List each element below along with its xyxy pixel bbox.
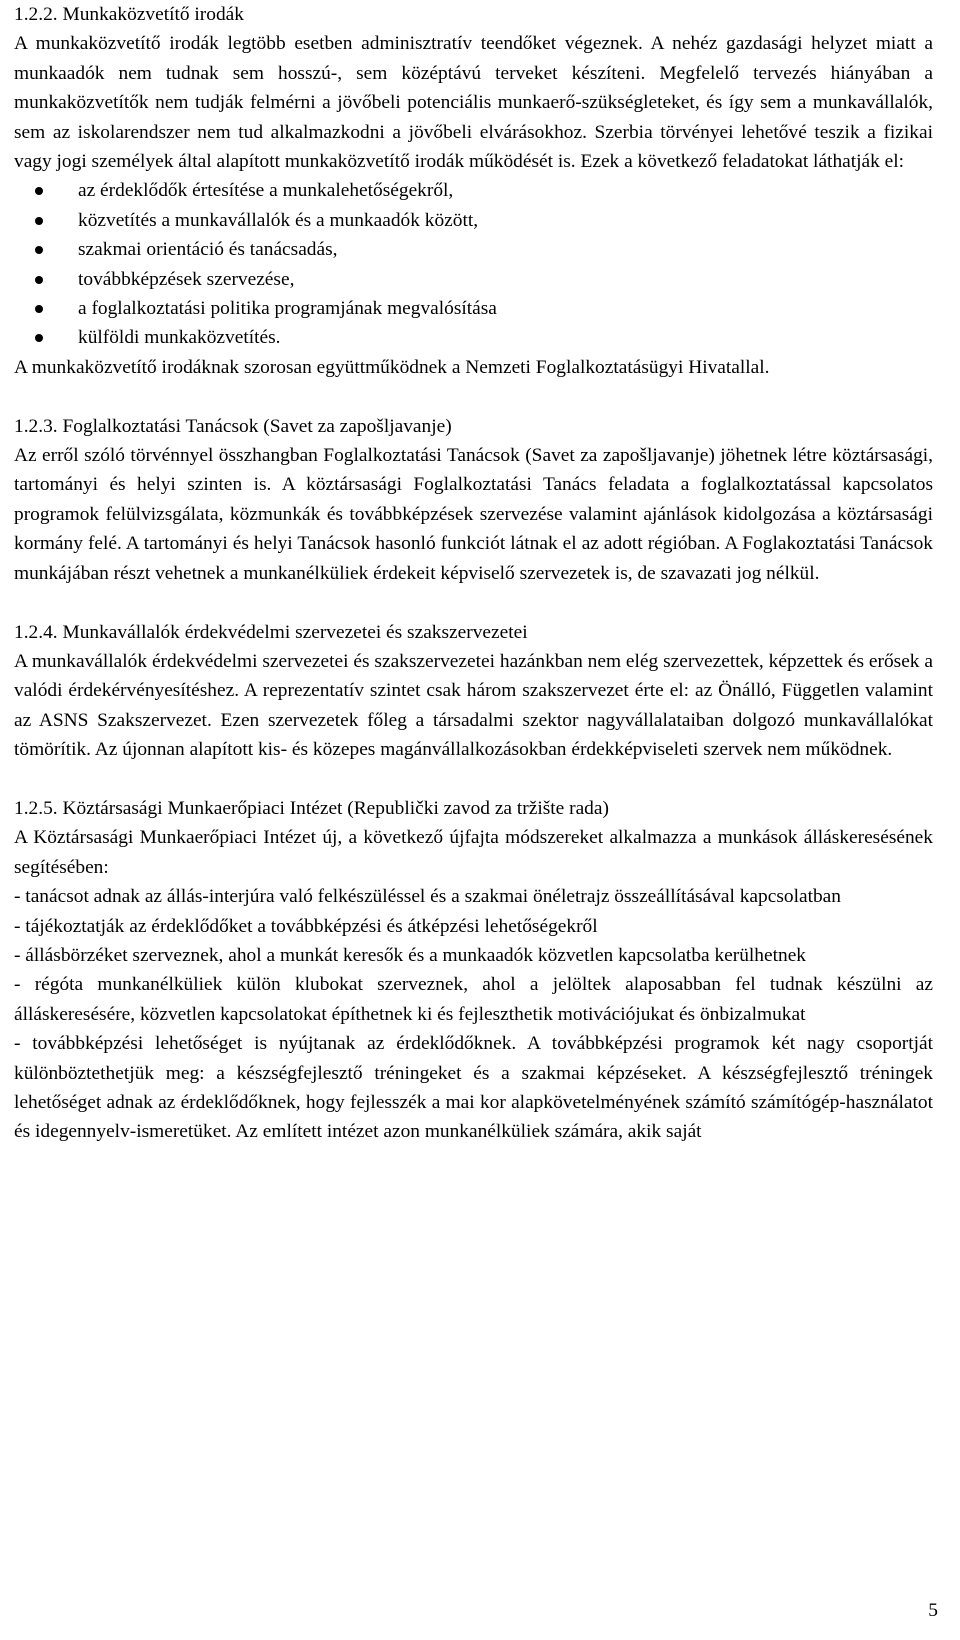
bullet-item: közvetítés a munkavállalók és a munkaadók között, <box>14 206 933 235</box>
section-123-paragraph: Az erről szóló törvénnyel összhangban Foglalkoztatási Tanácsok (Savet za zapošljavanje) jöhetnek létre köztársasági, tartományi és helyi szinten is. A köztársasági Foglalkoztatási Tanács feladata a foglalkoztatással kapcsolatos programok felülvizsgálata, közmunkák és továbbképzések szervezése valamint ajánlások kidolgozása a köztársasági kormány felé. A tartományi és helyi Tanácsok hasonló funkciót látnak el az adott régióban. A Foglakoztatási Tanácsok munkájában részt vehetnek a munkanélküliek érdekeit képviselő szervezetek is, de szavazati jog nélkül. <box>14 445 933 584</box>
page-number: 5 <box>928 1600 938 1621</box>
section-122-heading: 1.2.2. Munkaközvetítő irodák <box>14 4 244 25</box>
section-122-closing: A munkaközvetítő irodáknak szorosan együttműködnek a Nemzeti Foglalkoztatásügyi Hivatallal. <box>14 356 770 378</box>
spacer <box>14 765 933 794</box>
document-page <box>14 0 933 1147</box>
section-123-heading: 1.2.3. Foglalkoztatási Tanácsok (Savet za zapošljavanje) <box>14 415 452 437</box>
bullet-item: szakmai orientáció és tanácsadás, <box>14 235 933 264</box>
section-124-paragraph: A munkavállalók érdekvédelmi szervezetei és szakszervezetei hazánkban nem elég szervezettek, képzettek és erősek a valódi érdekérvényesítéshez. A reprezentatív szintet csak három szakszervezet érte el: az Önálló, Független valamint az ASNS Szakszervezet. Ezen szervezetek főleg a társadalmi szektor nagyvállalataiban dolgozó munkavállalókat tömörítik. Az újonnan alapított kis- és közepes magánvállalkozásokban érdekképviseleti szervek nem működnek. <box>14 650 933 761</box>
bullet-item: az érdeklődők értesítése a munkalehetőségekről, <box>14 176 933 205</box>
section-122-paragraph: A munkaközvetítő irodák legtöbb esetben adminisztratív teendőket végeznek. A nehéz gazdasági helyzet miatt a munkaadók nem tudnak sem hosszú-, sem középtávú terveket készíteni. Megfelelő tervezés hiányában a munkaközvetítők nem tudják felmérni a jövőbeli potenciális munkaerő-szükségleteket, és így sem a munkavállalók, sem az iskolarendszer nem tud alkalmazkodni a jövőbeli elvárásokhoz. Szerbia törvényei lehetővé teszik a fizikai vagy jogi személyek által alapított munkaközvetítő irodák működését is. Ezek a következő feladatokat láthatják el: <box>14 33 933 173</box>
spacer <box>14 382 933 411</box>
spacer <box>14 588 933 617</box>
section-125-item: - tanácsot adnak az állás-interjúra való felkészüléssel és a szakmai önéletrajz összeállításával kapcsolatban <box>14 886 841 908</box>
section-125-item: - régóta munkanélküliek külön klubokat szerveznek, ahol a jelöltek alaposabban fel tudnak készülni az álláskeresésére, közvetlen kapcsolatokat építhetnek ki és fejleszthetik motivációjukat és önbizalmukat <box>14 974 933 1025</box>
section-125-heading: 1.2.5. Köztársasági Munkaerőpiaci Intézet (Republički zavod za tržište rada) <box>14 797 609 819</box>
section-125-intro: A Köztársasági Munkaerőpiaci Intézet új, a következő újfajta módszereket alkalmazza a munkások álláskeresésének segítésében: <box>14 827 933 878</box>
bullet-item: továbbképzések szervezése, <box>14 265 933 294</box>
section-125-item: - továbbképzési lehetőséget is nyújtanak az érdeklődőknek. A továbbképzési programok két nagy csoportját különböztethetjük meg: a készségfejlesztő tréningeket és a szakmai képzéseket. A készségfejlesztő tréningek lehetőséget adnak az érdeklődőknek, hogy fejlesszék a mai kor alapkövetelményének számító számítógép-használatot és idegennyelv-ismeretüket. Az említett intézet azon munkanélküliek számára, akik saját <box>14 1033 933 1143</box>
section-125-item: - állásbörzéket szerveznek, ahol a munkát keresők és a munkaadók közvetlen kapcsolatba kerülhetnek <box>14 944 806 966</box>
section-125-item: - tájékoztatják az érdeklődőket a továbbképzési és átképzési lehetőségekről <box>14 915 598 937</box>
section-122-bullet-list <box>14 176 933 352</box>
bullet-item: a foglalkoztatási politika programjának megvalósítása <box>14 294 933 323</box>
section-124-heading: 1.2.4. Munkavállalók érdekvédelmi szervezetei és szakszervezetei <box>14 621 528 643</box>
bullet-item: külföldi munkaközvetítés. <box>14 323 933 352</box>
